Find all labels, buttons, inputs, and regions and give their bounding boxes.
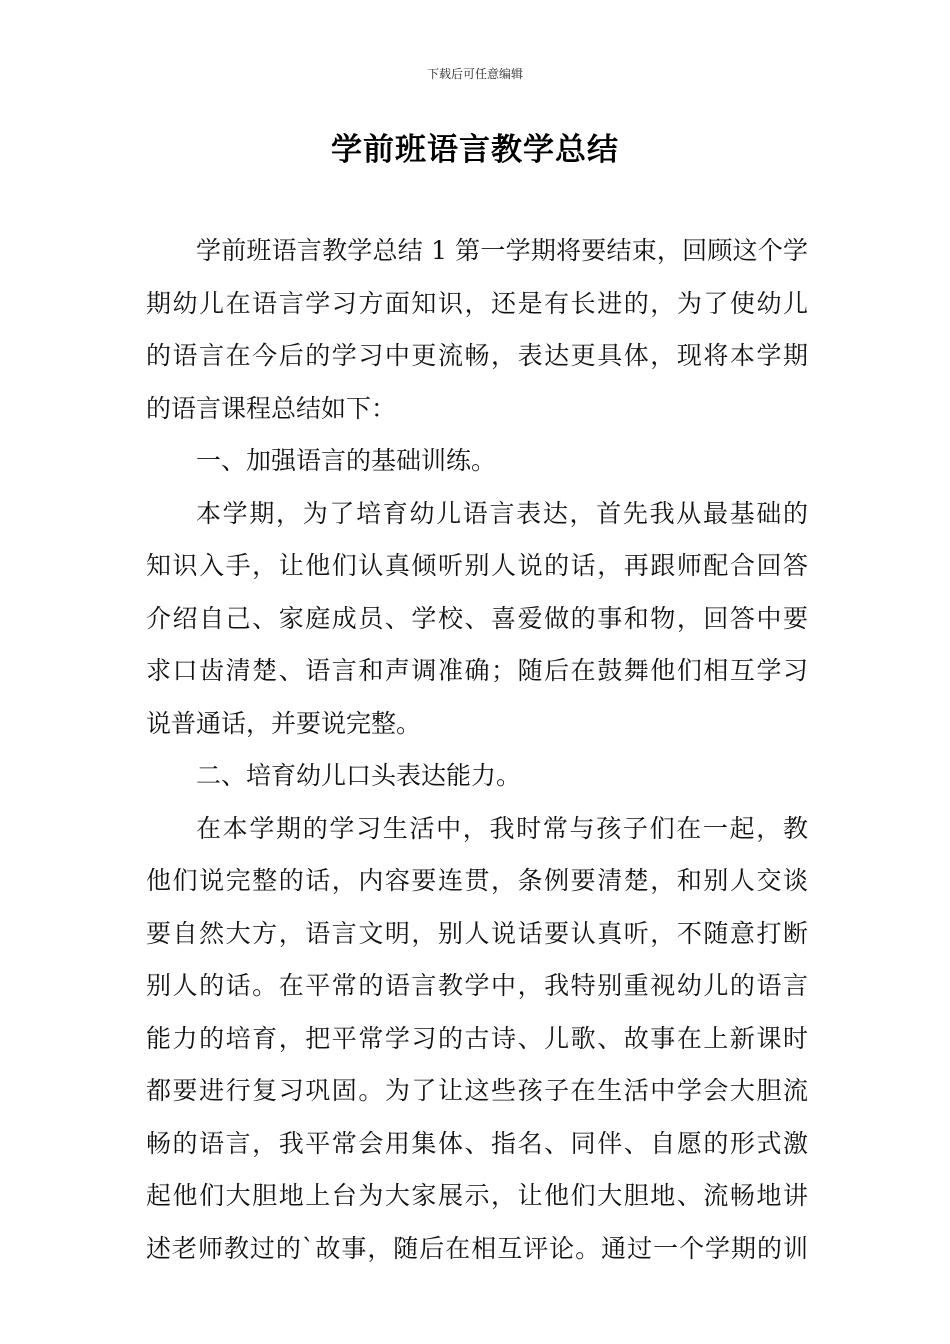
- body-line: 都要进行复习巩固。为了让这些孩子在生活中学会大胆流: [146, 1076, 808, 1105]
- body-line: 别人的话。在平常的语言教学中，我特别重视幼儿的语言: [146, 971, 808, 1000]
- body-line: 说普通话，并要说完整。: [146, 708, 422, 738]
- body-line: 的语言课程总结如下：: [146, 393, 397, 423]
- body-line: 一、加强语言的基础训练。: [196, 446, 497, 475]
- body-line: 知识入手，让他们认真倾听别人说的话，再跟师配合回答: [146, 551, 808, 580]
- body-line: 期幼儿在语言学习方面知识，还是有长进的，为了使幼儿: [146, 288, 808, 318]
- body-line: 的语言在今后的学习中更流畅，表达更具体，现将本学期: [146, 341, 808, 370]
- body-line: 本学期，为了培育幼儿语言表达，首先我从最基础的: [196, 498, 808, 528]
- document-title: 学前班语言教学总结: [331, 132, 619, 168]
- body-line: 他们说完整的话，内容要连贯，条例要清楚，和别人交谈: [146, 866, 808, 895]
- body-line: 要自然大方，语言文明，别人说话要认真听，不随意打断: [146, 918, 808, 948]
- body-line: 学前班语言教学总结 1 第一学期将要结束，回顾这个学: [196, 236, 808, 265]
- body-line: 求口齿清楚、语言和声调准确；随后在鼓舞他们相互学习: [146, 656, 808, 685]
- body-line: 介绍自己、家庭成员、学校、喜爱做的事和物，回答中要: [146, 603, 808, 633]
- header-note: 下载后可任意编辑: [426, 67, 523, 81]
- body-line: 述老师教过的`故事，随后在相互评论。通过一个学期的训: [146, 1233, 808, 1263]
- body-line: 二、培育幼儿口头表达能力。: [196, 761, 522, 790]
- body-line: 在本学期的学习生活中，我时常与孩子们在一起，教: [196, 813, 808, 843]
- body-line: 能力的培育，把平常学习的古诗、儿歌、故事在上新课时: [146, 1023, 808, 1053]
- document-body: [146, 225, 808, 1275]
- body-line: 畅的语言，我平常会用集体、指名、同伴、自愿的形式激: [146, 1128, 808, 1158]
- body-line: 起他们大胆地上台为大家展示，让他们大胆地、流畅地讲: [146, 1181, 808, 1210]
